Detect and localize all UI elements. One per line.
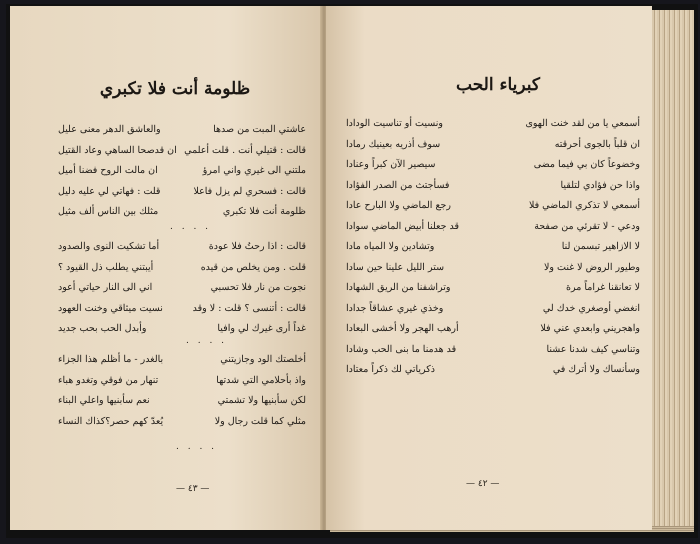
- verse-first-hemistich: قلت . ومن يخلص من قيده: [200, 261, 306, 273]
- page-edges-right: [652, 10, 694, 526]
- left-page-stanza-2: [58, 237, 306, 340]
- verse-line: [58, 120, 306, 141]
- verse-second-hemistich: فسأجتث من الصدر الفؤادا: [346, 179, 450, 191]
- verse-second-hemistich: أرهب الهجر ولا أخشى البعادا: [346, 323, 459, 334]
- verse-first-hemistich: أسمعي يا من لقد خنت الهوى: [525, 118, 640, 129]
- verse-line: [58, 258, 306, 279]
- verse-second-hemistich: سوف أذريه بعينيك رمادا: [346, 138, 441, 150]
- stanza-separator-2: . . . .: [186, 336, 228, 346]
- verse-line: [58, 412, 306, 433]
- verse-line: [346, 278, 640, 299]
- left-page-stanza-3: [58, 350, 306, 432]
- verse-second-hemistich: قد جعلنا أبيض الماضي سوادا: [346, 220, 460, 232]
- verse-first-hemistich: ان قلباً بالجوى أحرقته: [554, 138, 640, 150]
- verse-line: [58, 182, 306, 203]
- verse-second-hemistich: ستر الليل علينا حين سادا: [346, 261, 445, 273]
- verse-line: [346, 217, 640, 238]
- verse-first-hemistich: قالت : أتنسى ؟ قلت : لا وقد: [192, 302, 306, 314]
- verse-first-hemistich: نجوت من نار فلا تحسبي: [210, 282, 306, 293]
- verse-second-hemistich: نسيت ميثاقي وخنت العهود: [58, 302, 163, 314]
- verse-first-hemistich: واذ بأحلامي التي شدتها: [216, 374, 306, 386]
- stanza-separator-3: . . . .: [176, 442, 218, 452]
- verse-first-hemistich: لا تعانقنا غراماً مرة: [566, 282, 640, 293]
- verse-second-hemistich: وأبدل الحب بحب جديد: [58, 323, 147, 334]
- verse-line: [58, 202, 306, 223]
- verse-second-hemistich: يُعدّ كهم حصر؟كذاك النساء: [58, 415, 164, 427]
- verse-line: [346, 360, 640, 381]
- verse-second-hemistich: ونسيت أو تناسيت الودادا: [346, 118, 443, 129]
- verse-line: [346, 196, 640, 217]
- verse-line: [346, 176, 640, 197]
- verse-line: [346, 155, 640, 176]
- verse-first-hemistich: قالت : قتيلي أنت . قلت أعلمي: [184, 144, 306, 156]
- verse-second-hemistich: قد هدمنا ما بنى الحب وشادا: [346, 343, 457, 355]
- verse-second-hemistich: مثلك بين الناس ألف مثيل: [58, 206, 159, 217]
- verse-first-hemistich: لكن سأبنيها ولا تشمتي: [217, 395, 306, 406]
- verse-first-hemistich: ملتني الى غيري واني امرؤ: [202, 165, 306, 176]
- verse-second-hemistich: أما تشكيت النوى والصدود: [58, 241, 160, 252]
- verse-first-hemistich: وتناسي كيف شدنا عشنا: [546, 343, 640, 355]
- verse-line: [58, 161, 306, 182]
- verse-first-hemistich: وطيور الروض لا غنت ولا: [543, 261, 640, 273]
- verse-second-hemistich: اني الى النار حياتي أعود: [58, 282, 153, 293]
- verse-second-hemistich: نعم سأبنيها واعلي البناء: [58, 395, 150, 406]
- verse-first-hemistich: انغضي أوصغري خدك لي: [542, 302, 640, 314]
- verse-line: [346, 319, 640, 340]
- stanza-separator-1: . . . .: [170, 222, 212, 232]
- verse-first-hemistich: ظلومة أنت فلا تكبري: [222, 206, 306, 217]
- verse-line: [58, 391, 306, 412]
- verse-second-hemistich: قلت : فهاتي لي عليه دليل: [58, 185, 161, 197]
- verse-line: [346, 258, 640, 279]
- verse-first-hemistich: ودعي - لا تقرئي من صفحة: [534, 220, 640, 232]
- verse-second-hemistich: ان قدصحا الساهي وعاد القتيل: [58, 144, 177, 156]
- left-page-stanza-1: [58, 120, 306, 223]
- verse-first-hemistich: قالت : فسحري لم يزل فاعلا: [193, 185, 306, 197]
- verse-line: [346, 299, 640, 320]
- left-page-title: ظلومة أنت فلا تكبري: [99, 79, 251, 99]
- verse-second-hemistich: تنهار من فوقي وتغدو هباء: [58, 374, 159, 386]
- verse-second-hemistich: والعاشق الدهر معنى عليل: [58, 124, 161, 135]
- verse-first-hemistich: أخلصتك الود وجازيتني: [220, 354, 306, 365]
- verse-first-hemistich: غداً أرى غيرك لي وافيا: [217, 323, 306, 334]
- verse-second-hemistich: ان مالت الروح فضنا أميل: [58, 165, 158, 176]
- verse-second-hemistich: سيصير الآن كبراً وعنادا: [346, 159, 436, 170]
- right-page-number: — ٤٢ —: [466, 479, 500, 489]
- verse-second-hemistich: رجع الماضي ولا البارح عادا: [346, 200, 451, 211]
- verse-first-hemistich: وخضوعاً كان بي فيما مضى: [533, 159, 640, 170]
- right-page-poem: [346, 114, 640, 381]
- left-page-number: — ٤٣ —: [176, 484, 210, 494]
- verse-first-hemistich: واهجريني وابعدي عني فلا: [540, 323, 640, 334]
- verse-line: [58, 371, 306, 392]
- verse-line: [58, 237, 306, 258]
- verse-second-hemistich: ذكرياتي لك ذكراً معتادا: [346, 364, 435, 375]
- verse-first-hemistich: أسمعي لا تذكري الماضي فلا: [528, 200, 640, 211]
- verse-line: [58, 278, 306, 299]
- verse-first-hemistich: مثلي كما قلت رجال ولا: [214, 415, 306, 427]
- right-page-title: كبرياء الحب: [456, 75, 540, 95]
- verse-line: [58, 350, 306, 371]
- verse-first-hemistich: وسأنساك ولا أترك في: [552, 364, 640, 375]
- verse-first-hemistich: واذا حن فؤادي لتلقيا: [560, 179, 640, 191]
- verse-line: [58, 141, 306, 162]
- verse-line: [346, 237, 640, 258]
- verse-line: [346, 135, 640, 156]
- verse-line: [346, 340, 640, 361]
- verse-first-hemistich: لا الازاهير تبسمن لنا: [561, 241, 640, 252]
- verse-first-hemistich: عاشتي المبت من صدها: [213, 124, 306, 135]
- verse-second-hemistich: وخذي غيري عشاقاً جدادا: [346, 302, 444, 314]
- verse-first-hemistich: قالت : اذا رحتُ فلا عودة: [208, 241, 306, 252]
- verse-line: [58, 299, 306, 320]
- verse-second-hemistich: وتراشفنا من الريق الشهادا: [346, 282, 451, 293]
- verse-second-hemistich: أيبتني يطلب ذل القيود ؟: [58, 261, 154, 273]
- verse-second-hemistich: وتشادين ولا المياه مادا: [346, 241, 435, 252]
- verse-line: [58, 319, 306, 340]
- verse-second-hemistich: بالغدر - ما أظلم هذا الجزاء: [58, 354, 164, 365]
- verse-line: [346, 114, 640, 135]
